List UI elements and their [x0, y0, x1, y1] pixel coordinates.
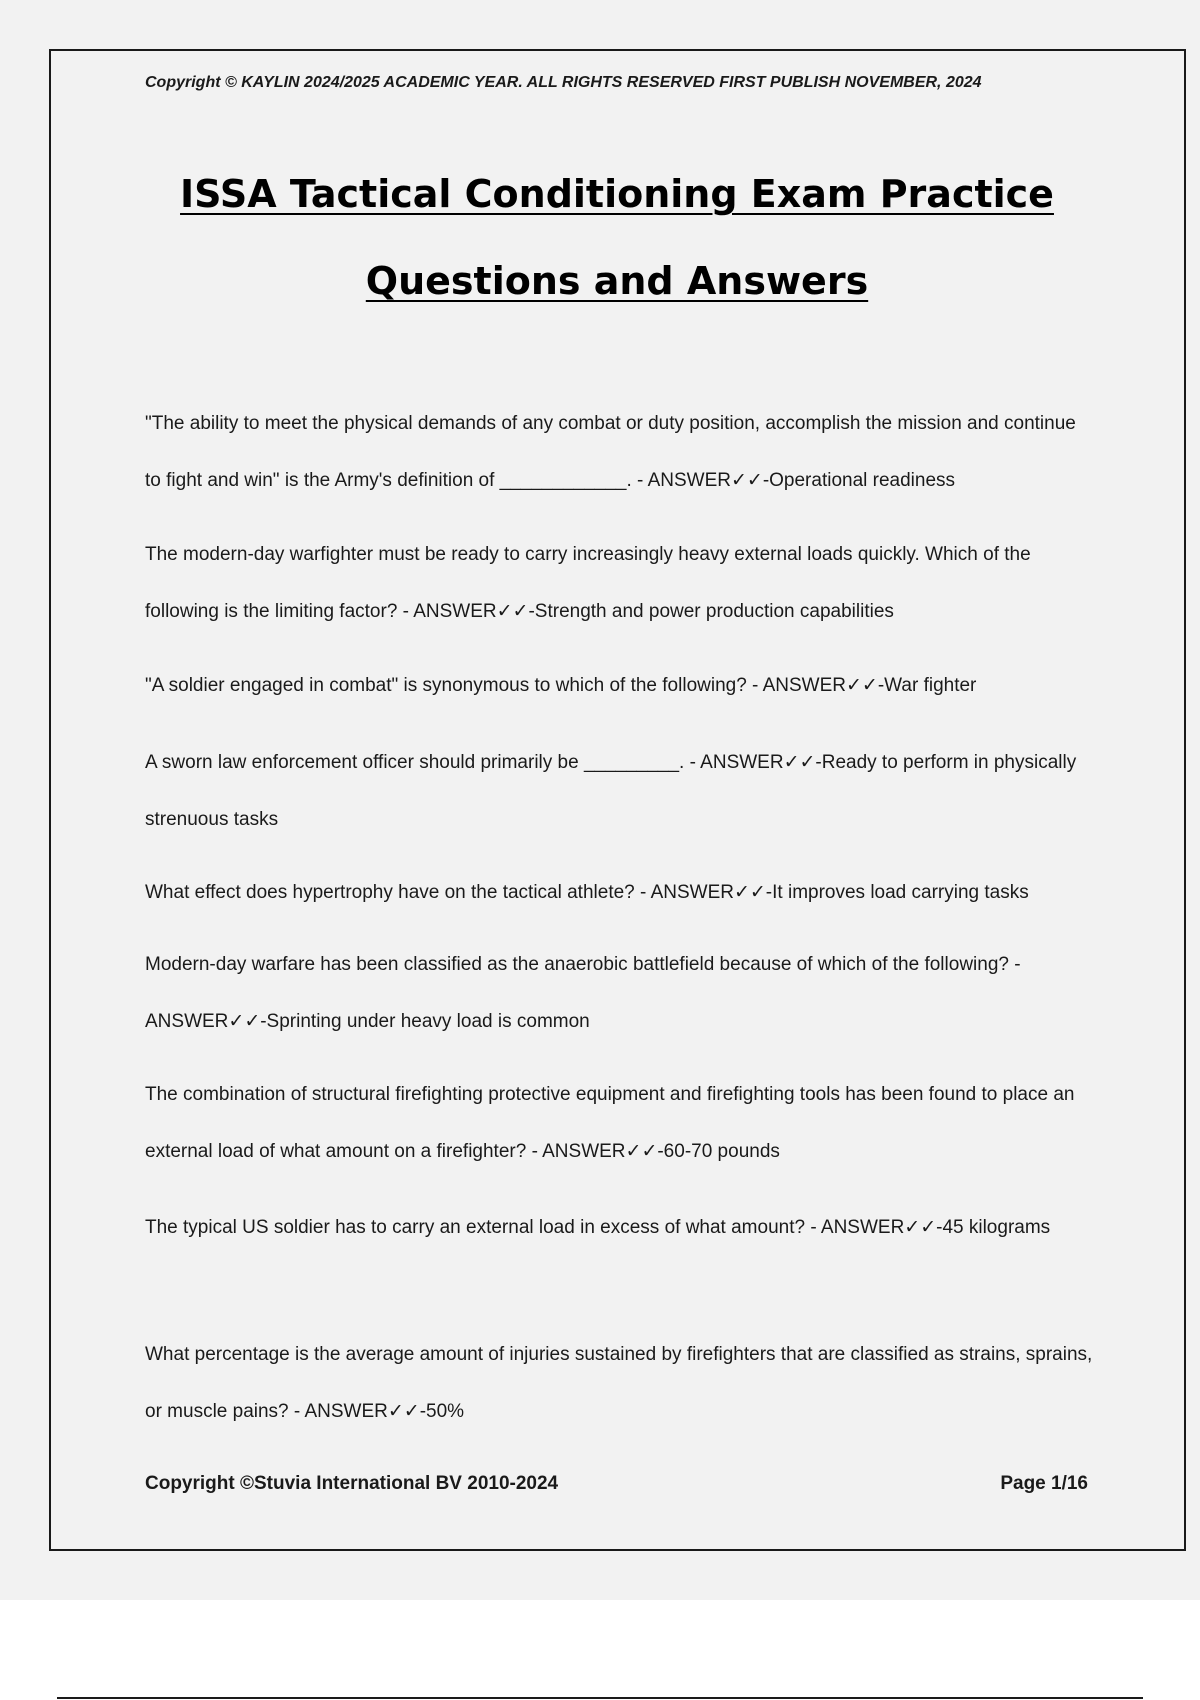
qa-item: The typical US soldier has to carry an external load in excess of what amount? - ANSWER✓✓-45 kilograms [145, 1217, 1051, 1238]
qa-item: The combination of structural firefighting protective equipment and firefighting tools has been found to place an external load of what amount on a firefighter? - ANSWER✓✓-60-70 pounds [145, 1084, 1075, 1162]
qa-item: "The ability to meet the physical demands of any combat or duty position, accomplish the mission and continue to fight and win" is the Army's definition of ____________. - ANSWER✓✓-Operational readiness [145, 413, 1076, 491]
document-title-line-1 [145, 172, 1089, 216]
qa-item: What effect does hypertrophy have on the tactical athlete? - ANSWER✓✓-It improves load carrying tasks [145, 882, 1029, 903]
title-line-1-text: ISSA Tactical Conditioning Exam Practice [180, 172, 1054, 216]
qa-item: "A soldier engaged in combat" is synonymous to which of the following? - ANSWER✓✓-War fighter [145, 675, 977, 696]
title-line-2-text: Questions and Answers [365, 259, 869, 303]
qa-item: The modern-day warfighter must be ready to carry increasingly heavy external loads quickly. Which of the following is the limiting factor? - ANSWER✓✓-Strength and power production capabilities [145, 544, 1031, 622]
qa-item: What percentage is the average amount of injuries sustained by firefighters that are classified as strains, sprains, or muscle pains? - ANSWER✓✓-50% [145, 1344, 1093, 1422]
header-copyright: Copyright © KAYLIN 2024/2025 ACADEMIC YEAR. ALL RIGHTS RESERVED FIRST PUBLISH NOVEMBER, 2024 [145, 74, 982, 91]
qa-item: A sworn law enforcement officer should primarily be _________. - ANSWER✓✓-Ready to perform in physically strenuous tasks [145, 752, 1077, 830]
page-number: Page 1/16 [1000, 1473, 1088, 1494]
qa-item: Modern-day warfare has been classified as the anaerobic battlefield because of which of the following? - ANSWER✓✓-Sprinting under heavy load is common [145, 954, 1021, 1032]
footer-copyright: Copyright ©Stuvia International BV 2010-2024 [145, 1473, 559, 1494]
document-title-line-2 [145, 259, 1089, 303]
bottom-rule [57, 1697, 1143, 1699]
